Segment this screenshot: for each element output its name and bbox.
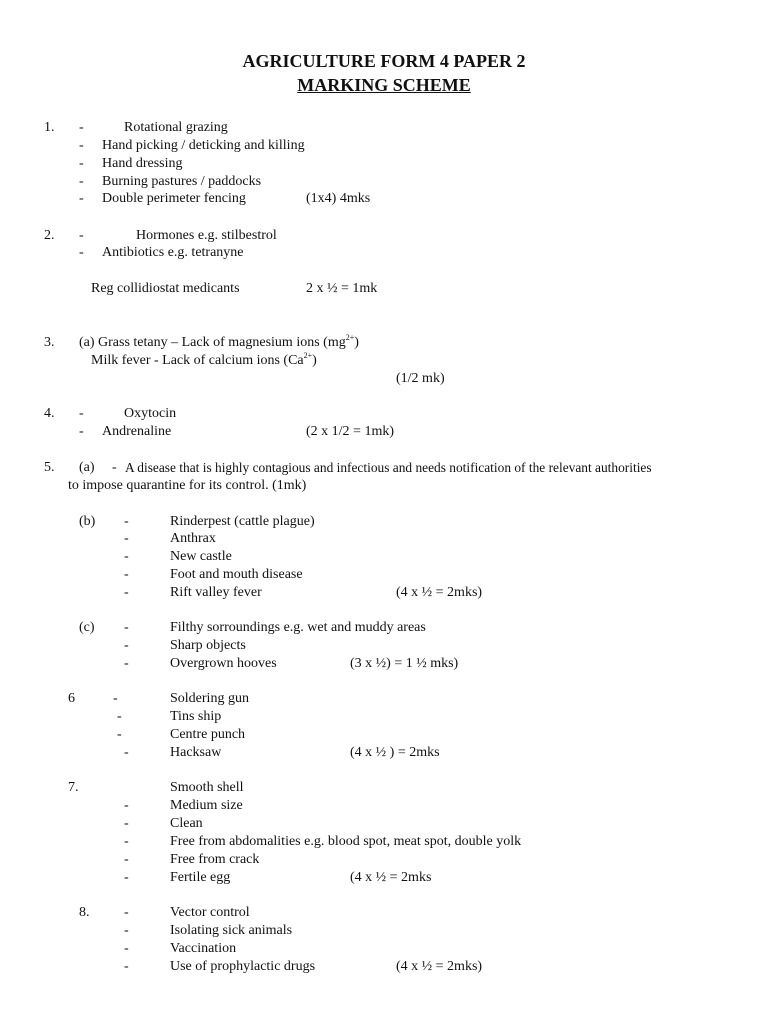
question-number: 7. — [68, 780, 79, 795]
answer-item: Reg collidiostat medicants — [91, 281, 240, 296]
answer-item: Centre punch — [170, 727, 246, 742]
answer-item: Hacksaw — [170, 745, 222, 760]
marks-allocation: (1x4) 4mks — [306, 191, 371, 206]
bullet-dash: - — [124, 745, 129, 760]
marks-allocation: (4 x ½ ) = 2mks — [350, 745, 440, 760]
answer-item: Rotational grazing — [124, 120, 228, 135]
bullet-dash: - — [79, 138, 84, 153]
answer-item: Vector control — [170, 905, 250, 920]
answer-item: Oxytocin — [124, 406, 177, 421]
bullet-dash: - — [79, 406, 84, 421]
answer-item: Hand dressing — [102, 156, 183, 171]
answer-item: Foot and mouth disease — [170, 567, 303, 582]
answer-item: Fertile egg — [170, 870, 231, 885]
bullet-dash: - — [79, 120, 84, 135]
marks-allocation: (2 x 1/2 = 1mk) — [306, 424, 394, 439]
bullet-dash: - — [79, 174, 84, 189]
answer-item: Isolating sick animals — [170, 923, 293, 938]
bullet-dash: - — [124, 816, 129, 831]
bullet-dash: - — [113, 691, 118, 706]
answer-item: Hand picking / deticking and killing — [102, 138, 305, 153]
marks-allocation: (4 x ½ = 2mks — [350, 870, 432, 885]
bullet-dash: - — [124, 798, 129, 813]
question-number: 4. — [44, 406, 55, 421]
marks-allocation: 2 x ½ = 1mk — [306, 281, 378, 296]
answer-item: Vaccination — [170, 941, 237, 956]
bullet-dash: - — [124, 531, 129, 546]
bullet-dash: - — [124, 656, 129, 671]
answer-line: (a) Grass tetany – Lack of magnesium ions $(mg^{2+})$ — [79, 333, 359, 350]
question-number: 8. — [79, 905, 90, 920]
marks-allocation: (3 x ½) = 1 ½ mks) — [350, 656, 459, 671]
answer-item: New castle — [170, 549, 232, 564]
answer-item: Free from crack — [170, 852, 260, 867]
answer-item: Overgrown hooves — [170, 656, 277, 671]
marks-allocation: (4 x ½ = 2mks) — [396, 959, 483, 974]
bullet-dash: - — [124, 852, 129, 867]
answer-item: Soldering gun — [170, 691, 249, 706]
bullet-dash: - — [79, 424, 84, 439]
answer-item: Clean — [170, 816, 203, 831]
question-number: 1. — [44, 120, 55, 135]
bullet-dash: - — [124, 834, 129, 849]
bullet-dash: - — [79, 191, 84, 206]
answer-line: Milk fever - Lack of calcium ions $(Ca^{2+})$ — [91, 351, 317, 368]
bullet-dash: - — [112, 460, 117, 475]
bullet-dash: - — [124, 638, 129, 653]
answer-item: Smooth shell — [170, 780, 244, 795]
answer-item: Medium size — [170, 798, 243, 813]
answer-item: Hormones e.g. stilbestrol — [136, 228, 277, 243]
bullet-dash: - — [124, 567, 129, 582]
page-subtitle: MARKING SCHEME — [297, 75, 471, 95]
question-number: 5. — [44, 460, 55, 475]
page-title: AGRICULTURE FORM 4 PAPER 2 — [242, 51, 526, 71]
bullet-dash: - — [124, 941, 129, 956]
bullet-dash: - — [124, 620, 129, 635]
part-label: (b) — [79, 514, 96, 529]
question-number: 3. — [44, 335, 55, 350]
answer-line: A disease that is highly contagious and infectious and needs notification of the relevant authorities — [125, 460, 652, 475]
part-label: (c) — [79, 620, 95, 635]
answer-item: Andrenaline — [102, 424, 172, 439]
bullet-dash: - — [79, 228, 84, 243]
bullet-dash: - — [124, 905, 129, 920]
answer-item: Double perimeter fencing — [102, 191, 246, 206]
answer-item: Free from abdomalities e.g. blood spot, meat spot, double yolk — [170, 834, 522, 849]
bullet-dash: - — [117, 709, 122, 724]
bullet-dash: - — [124, 585, 129, 600]
answer-item: Filthy sorroundings e.g. wet and muddy areas — [170, 620, 426, 635]
answer-item: Use of prophylactic drugs — [170, 959, 316, 974]
bullet-dash: - — [124, 549, 129, 564]
question-number: 2. — [44, 228, 55, 243]
bullet-dash: - — [124, 959, 129, 974]
bullet-dash: - — [79, 245, 84, 260]
bullet-dash: - — [124, 514, 129, 529]
answer-item: Tins ship — [170, 709, 222, 724]
answer-item: Burning pastures / paddocks — [102, 174, 262, 189]
marks-allocation: (4 x ½ = 2mks) — [396, 585, 483, 600]
bullet-dash: - — [79, 156, 84, 171]
answer-line: to impose quarantine for its control. (1mk) — [68, 478, 307, 493]
marks-allocation: (1/2 mk) — [396, 371, 445, 386]
part-label: (a) — [79, 460, 95, 475]
answer-item: Sharp objects — [170, 638, 246, 653]
answer-item: Anthrax — [170, 531, 216, 546]
question-number: 6 — [68, 691, 75, 706]
answer-item: Antibiotics e.g. tetranyne — [102, 245, 244, 260]
bullet-dash: - — [124, 870, 129, 885]
bullet-dash: - — [117, 727, 122, 742]
answer-item: Rinderpest (cattle plague) — [170, 514, 315, 529]
answer-item: Rift valley fever — [170, 585, 262, 600]
bullet-dash: - — [124, 923, 129, 938]
